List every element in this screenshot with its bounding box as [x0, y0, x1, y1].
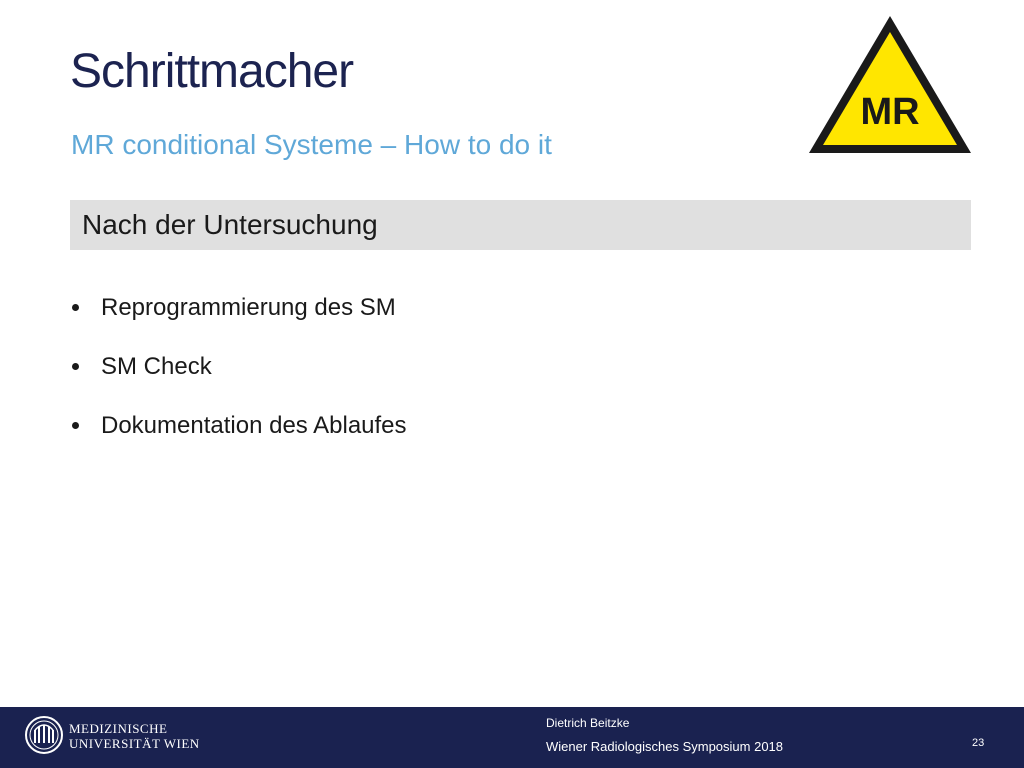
section-heading-text: Nach der Untersuchung — [82, 209, 378, 240]
section-heading — [70, 200, 971, 250]
bullet-item — [70, 407, 407, 466]
bullet-text: Reprogrammierung des SM — [101, 294, 396, 321]
mr-warning-triangle-icon — [805, 12, 975, 158]
bullet-item — [70, 289, 407, 348]
bullet-text: SM Check — [101, 353, 212, 380]
bullet-list — [70, 289, 407, 466]
meduni-wien-logo-icon — [24, 715, 64, 755]
university-name-line1: MEDIZINISCHE — [69, 721, 168, 736]
bullet-item — [70, 348, 407, 407]
mr-sign-label: MR — [860, 91, 920, 133]
footer-bar — [0, 707, 1024, 768]
university-name — [69, 721, 200, 751]
bullet-dot-icon — [72, 422, 79, 429]
footer-author: Dietrich Beitzke — [546, 716, 630, 730]
slide-title: Schrittmacher — [70, 45, 354, 98]
page-number: 23 — [972, 737, 985, 749]
slide-subtitle: MR conditional Systeme – How to do it — [71, 129, 552, 160]
bullet-text: Dokumentation des Ablaufes — [101, 412, 407, 439]
university-name-line2: UNIVERSITÄT WIEN — [69, 736, 200, 751]
footer-event: Wiener Radiologisches Symposium 2018 — [546, 739, 784, 754]
bullet-dot-icon — [72, 363, 79, 370]
bullet-dot-icon — [72, 304, 79, 311]
